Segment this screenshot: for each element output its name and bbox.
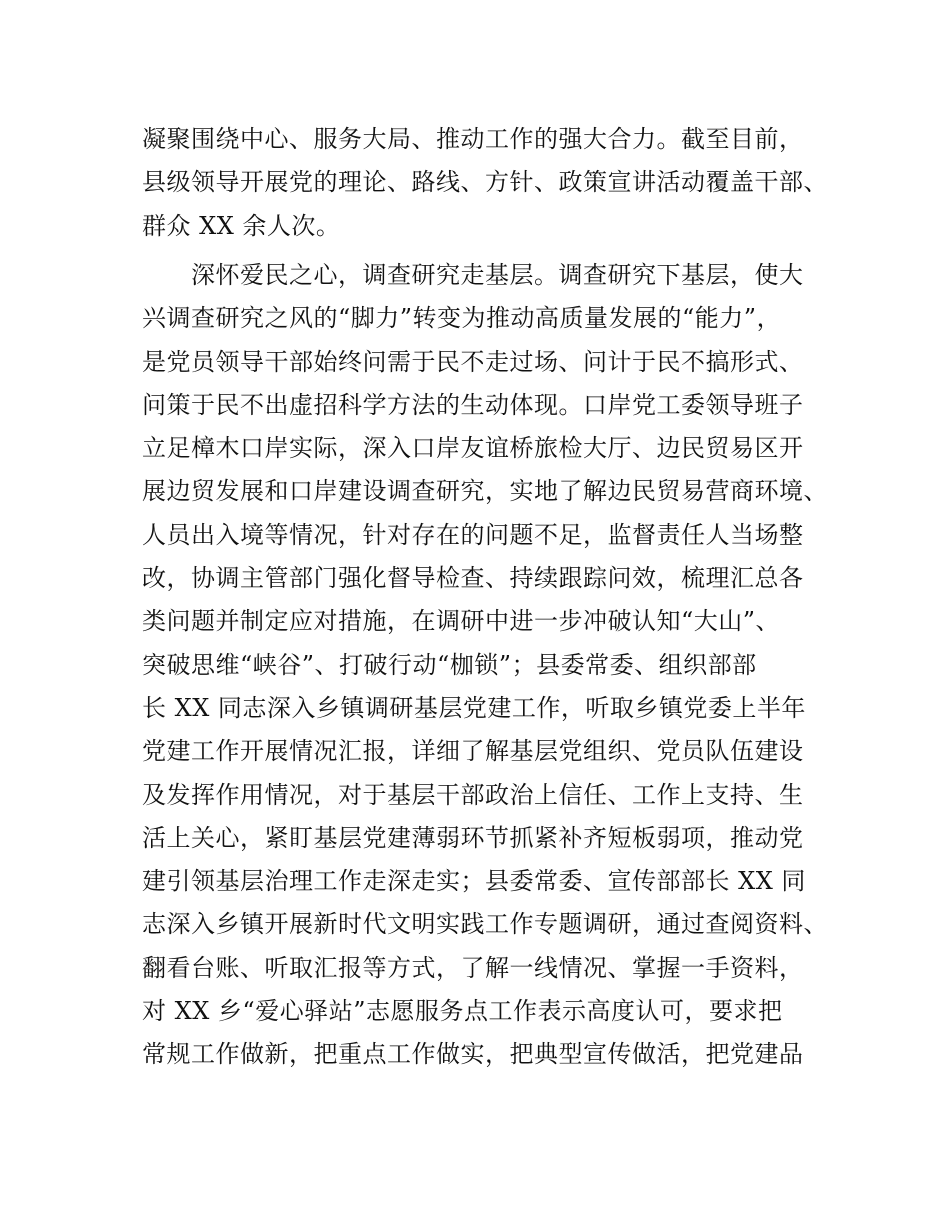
text-line: 兴调查研究之风的“脚力”转变为推动高质量发展的“能力”， — [142, 304, 782, 333]
text-line: 志深入乡镇开展新时代文明实践工作专题调研，通过查阅资料、 — [142, 910, 828, 939]
text-line: 类问题并制定应对措施，在调研中进一步冲破认知“大山”、 — [142, 607, 781, 636]
text-line: 改，协调主管部门强化督导检查、持续跟踪问效，梳理汇总各 — [142, 564, 804, 593]
text-line: 对 XX 乡“爱心驿站”志愿服务点工作表示高度认可，要求把 — [142, 997, 783, 1026]
text-line: 群众 XX 余人次。 — [142, 211, 341, 240]
text-line: 凝聚围绕中心、服务大局、推动工作的强大合力。截至目前， — [142, 125, 804, 153]
text-line: 党建工作开展情况汇报，详细了解基层党组织、党员队伍建设 — [142, 737, 804, 766]
text-line: 常规工作做新，把重点工作做实，把典型宣传做活，把党建品 — [142, 1040, 804, 1069]
text-line: 问策于民不出虚招科学方法的生动体现。口岸党工委领导班子 — [142, 390, 804, 419]
text-line: 翻看台账、听取汇报等方式，了解一线情况、掌握一手资料， — [142, 953, 804, 982]
text-line: 建引领基层治理工作走深走实；县委常委、宣传部部长 XX 同 — [142, 867, 806, 896]
text-line: 深怀爱民之心，调查研究走基层。调查研究下基层，使大 — [142, 261, 804, 289]
text-line: 及发挥作用情况，对于基层干部政治上信任、工作上支持、生 — [142, 780, 804, 809]
text-line: 立足樟木口岸实际，深入口岸友谊桥旅检大厅、边民贸易区开 — [142, 434, 804, 463]
text-line: 展边贸发展和口岸建设调查研究，实地了解边民贸易营商环境、 — [142, 477, 828, 506]
paragraph-1 — [142, 118, 832, 248]
text-line: 活上关心，紧盯基层党建薄弱环节抓紧补齐短板弱项，推动党 — [142, 823, 804, 852]
text-line: 是党员领导干部始终问需于民不走过场、问计于民不搞形式、 — [142, 347, 804, 376]
text-line: 县级领导开展党的理论、路线、方针、政策宣讲活动覆盖干部、 — [142, 168, 828, 197]
text-line: 突破思维“峡谷”、打破行动“枷锁”；县委常委、组织部部 — [142, 650, 757, 679]
text-line: 人员出入境等情况，针对存在的问题不足，监督责任人当场整 — [142, 520, 804, 549]
text-line: 长 XX 同志深入乡镇调研基层党建工作，听取乡镇党委上半年 — [142, 693, 806, 722]
paragraph-2 — [142, 254, 832, 1077]
